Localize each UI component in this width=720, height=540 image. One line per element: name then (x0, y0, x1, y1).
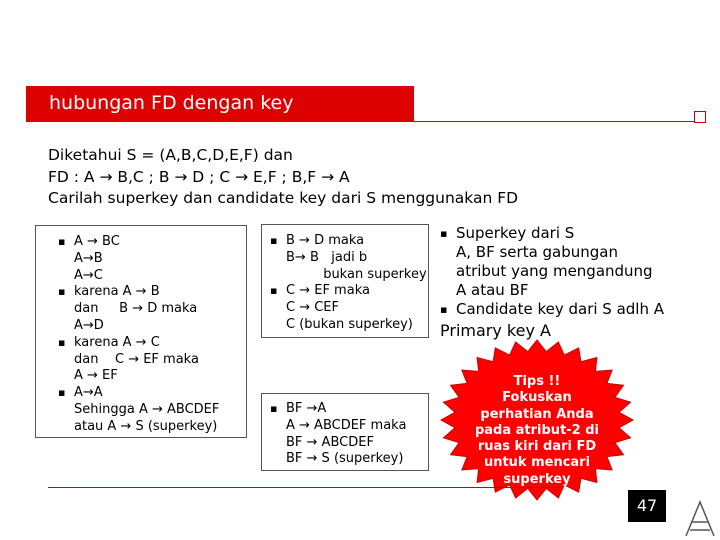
derivation-line: dan B → D maka (74, 301, 198, 317)
conclusion-line: A, BF serta gabungan (456, 243, 619, 261)
footer-divider (48, 487, 560, 488)
derivation-line: ▪ B → D maka (266, 233, 428, 250)
left-derivation-box (35, 225, 247, 438)
tips-line: Fokuskan (502, 390, 572, 406)
derivation-line: B→ B jadi b (286, 249, 368, 265)
tips-line: Tips !! (513, 374, 561, 389)
tips-line: perhatian Anda (480, 406, 594, 422)
title-divider (414, 121, 696, 122)
intro-line-1: Diketahui S = (A,B,C,D,E,F) dan (48, 146, 293, 164)
intro-line-2: FD : A → B,C ; B → D ; C → E,F ; B,F → A (48, 168, 350, 186)
middle-bottom-derivation-box (261, 393, 429, 471)
derivation-line: C (bukan superkey) (286, 316, 413, 332)
tips-line: untuk mencari (483, 455, 591, 471)
middle-top-derivation-box (261, 224, 429, 338)
derivation-line: A→B (74, 250, 103, 266)
derivation-line: ▪ karena A → C (54, 335, 246, 352)
middle-top-derivation-list (266, 233, 428, 334)
conclusion-list (436, 224, 720, 319)
tips-text (470, 374, 604, 488)
conclusion-text (436, 224, 720, 340)
slide-title: hubungan FD dengan key (49, 92, 294, 114)
primary-key-text: Primary key A (440, 321, 551, 340)
middle-bottom-derivation-list (266, 401, 428, 468)
derivation-line: bukan superkey (286, 266, 427, 282)
derivation-line: A → EF (74, 368, 118, 384)
derivation-line: A→D (74, 317, 104, 333)
derivation-line: A → ABCDEF maka (286, 417, 407, 433)
derivation-line: Sehingga A → ABCDEF (74, 401, 220, 417)
derivation-line: dan C → EF maka (74, 351, 199, 367)
conclusion-line: ▪ Superkey dari S (436, 224, 720, 243)
page-number: 47 (628, 490, 666, 522)
tips-line: ruas kiri dari FD (477, 439, 597, 455)
derivation-line: atau A → S (superkey) (74, 418, 218, 434)
left-derivation-list (54, 234, 246, 436)
derivation-line: ▪ karena A → B (54, 284, 246, 301)
conclusion-line: ▪ Candidate key dari S adlh A (436, 300, 720, 319)
derivation-line: BF → ABCDEF (286, 434, 374, 450)
derivation-line: ▪ C → EF maka (266, 283, 428, 300)
conclusion-line: atribut yang mengandung (456, 262, 653, 280)
conclusion-line: A atau BF (456, 281, 529, 299)
corner-logo-icon (682, 498, 718, 538)
derivation-line: ▪ A → BC (54, 234, 246, 251)
tips-line: superkey (503, 471, 571, 487)
derivation-line: ▪ BF →A (266, 401, 428, 418)
intro-line-3: Carilah superkey dan candidate key dari S menggunakan FD (48, 189, 519, 207)
derivation-line: ▪ A→A (54, 385, 246, 402)
derivation-line: C → CEF (286, 300, 340, 316)
title-decoration-square (694, 111, 706, 123)
derivation-line: A→C (74, 267, 103, 283)
derivation-line: BF → S (superkey) (286, 451, 404, 467)
tips-line: pada atribut-2 di (474, 422, 600, 438)
